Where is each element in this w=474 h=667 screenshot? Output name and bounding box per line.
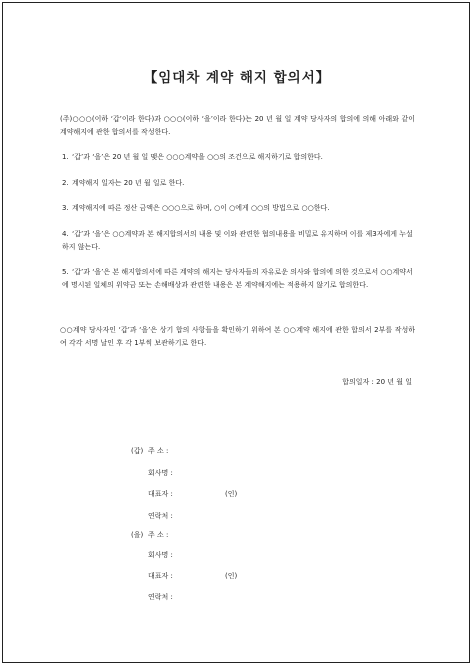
representative-label: 대표자 : (148, 490, 173, 498)
clause-number: 5. (62, 268, 69, 276)
company-label: 회사명 : (148, 551, 173, 559)
contact-label: 연락처 : (148, 512, 173, 520)
party-label: (갑) (131, 447, 144, 455)
clause-4 (62, 228, 417, 253)
seal-mark: (인) (225, 490, 238, 498)
clause-text: ‘갑’과 ‘을’은 20 년 월 일 맺은 ○○○계약을 ○○의 조건으로 해지하기로 합의한다. (72, 153, 323, 161)
address-label: 주 소 : (148, 447, 169, 455)
clause-2 (62, 177, 417, 190)
party-eul-block (0, 530, 474, 630)
agreement-date: 합의일자 : 20 년 월 일 (342, 378, 412, 386)
address-label: 주 소 : (148, 531, 169, 539)
clause-text: 계약해지 일자는 20 년 월 일로 한다. (72, 179, 185, 187)
clause-number: 1. (62, 153, 69, 161)
clause-text: ‘갑’과 ‘을’은 본 해지합의서에 따른 계약의 해지는 당사자들의 자유로운 의사와 합의에 의한 것으로서 ○○계약서에 명시된 일체의 위약금 또는 손해배상과 관련한 내용은 본 계약해지에는 적용하지 않기로 합의한다. (62, 268, 413, 289)
clause-1 (62, 151, 417, 164)
clause-text: 계약해지에 따른 정산 금액은 ○○○으로 하며, ○이 ○에게 ○○의 방법으로 ○○한다. (72, 204, 330, 212)
clause-3 (62, 202, 417, 215)
contact-label: 연락처 : (148, 593, 173, 601)
clause-number: 4. (62, 230, 69, 238)
party-label: (을) (131, 531, 144, 539)
closing-paragraph: ○○계약 당사자인 ‘갑’과 ‘을’은 상기 합의 사항들을 확인하기 위하여 본 ○○계약 해지에 관한 합의서 2부를 작성하여 각각 서명 날인 후 각 1부씩 보관하기로 한다. (60, 326, 415, 347)
company-label: 회사명 : (148, 469, 173, 477)
clause-number: 2. (62, 179, 69, 187)
seal-mark: (인) (225, 572, 238, 580)
representative-label: 대표자 : (148, 572, 173, 580)
document-title: 【임대차 계약 해지 합의서】 (143, 70, 331, 86)
intro-paragraph: (주)○○○(이하 ‘갑’이라 한다)과 ○○○(이하 ‘을’이라 한다)는 20 년 월 일 계약 당사자의 합의에 의해 아래와 같이 계약해지에 관한 합의서를 작성한다. (60, 115, 415, 136)
clause-5 (62, 266, 417, 291)
clause-text: ‘갑’과 ‘을’은 ○○계약과 본 해지합의서의 내용 및 이와 관련한 협의내용을 비밀로 유지하며 이를 제3자에게 누설하지 않는다. (62, 230, 413, 251)
clause-number: 3. (62, 204, 69, 212)
